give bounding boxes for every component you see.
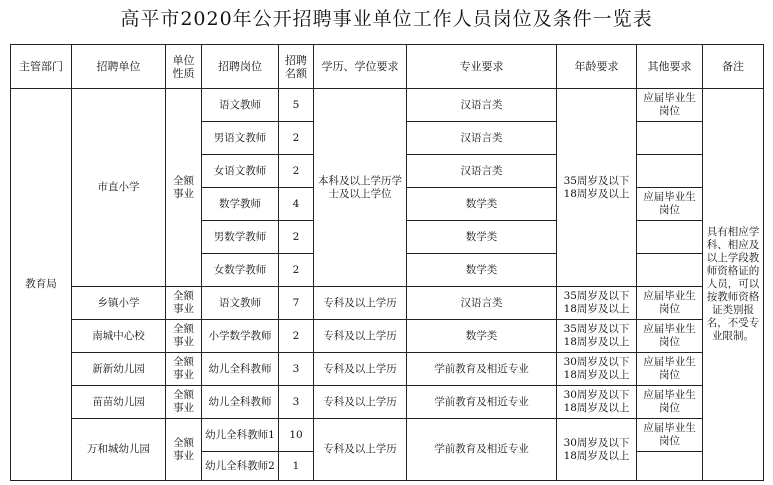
major-cell: 汉语言类: [407, 287, 557, 320]
header-row: [11, 45, 764, 89]
major-cell: 数学类: [407, 320, 557, 353]
post-cell: 数学教师: [202, 188, 279, 221]
other-cell: 应届毕业生岗位: [637, 353, 703, 386]
header-other: 其他要求: [637, 45, 703, 89]
other-cell: 应届毕业生岗位: [637, 188, 703, 221]
count-cell: 1: [279, 452, 314, 481]
major-cell: 数学类: [407, 188, 557, 221]
count-cell: 5: [279, 89, 314, 122]
header-count: 招聘名额: [279, 45, 314, 89]
other-cell: [637, 221, 703, 254]
nature-cell: 全额事业: [166, 320, 202, 353]
post-cell: 幼儿全科教师1: [202, 419, 279, 452]
other-cell-empty: [637, 452, 703, 481]
unit-cell: 乡镇小学: [72, 287, 166, 320]
post-cell: 语文教师: [202, 89, 279, 122]
count-cell: 3: [279, 386, 314, 419]
post-cell: 女数学教师: [202, 254, 279, 287]
header-unit: 招聘单位: [72, 45, 166, 89]
table-row: [11, 320, 764, 353]
major-cell: 数学类: [407, 254, 557, 287]
header-nature: 单位性质: [166, 45, 202, 89]
other-cell: [637, 254, 703, 287]
nature-cell: 全额事业: [166, 89, 202, 287]
edu-cell: 专科及以上学历: [314, 386, 407, 419]
post-cell: 幼儿全科教师2: [202, 452, 279, 481]
nature-cell: 全额事业: [166, 353, 202, 386]
post-cell: 女语文教师: [202, 155, 279, 188]
positions-table: [10, 44, 764, 481]
age-cell: 35周岁及以下18周岁及以上: [557, 320, 637, 353]
count-cell: 2: [279, 320, 314, 353]
count-cell: 7: [279, 287, 314, 320]
major-cell: 汉语言类: [407, 155, 557, 188]
count-cell: 2: [279, 155, 314, 188]
edu-cell: 专科及以上学历: [314, 320, 407, 353]
remark-cell: 具有相应学科、相应及以上学段教师资格证的人员，可以按教师资格证类别报名，不受专业限制。: [703, 89, 764, 481]
major-cell: 数学类: [407, 221, 557, 254]
major-cell: 汉语言类: [407, 122, 557, 155]
header-dept: 主管部门: [11, 45, 72, 89]
table-row: [11, 287, 764, 320]
post-cell: 语文教师: [202, 287, 279, 320]
other-cell: [637, 122, 703, 155]
table-row: [11, 386, 764, 419]
count-cell: 10: [279, 419, 314, 452]
major-cell: 学前教育及相近专业: [407, 353, 557, 386]
unit-cell: 南城中心校: [72, 320, 166, 353]
age-cell: 30周岁及以下18周岁及以上: [557, 353, 637, 386]
edu-cell: 专科及以上学历: [314, 419, 407, 481]
post-cell: 幼儿全科教师: [202, 353, 279, 386]
nature-cell: 全额事业: [166, 287, 202, 320]
unit-cell: 新新幼儿园: [72, 353, 166, 386]
other-cell: [637, 155, 703, 188]
nature-cell: 全额事业: [166, 386, 202, 419]
header-remark: 备注: [703, 45, 764, 89]
page-title: 高平市2020年公开招聘事业单位工作人员岗位及条件一览表: [120, 8, 653, 30]
table-row: [11, 89, 764, 122]
major-cell: 学前教育及相近专业: [407, 419, 557, 481]
post-cell: 小学数学教师: [202, 320, 279, 353]
count-cell: 2: [279, 221, 314, 254]
post-cell: 男数学教师: [202, 221, 279, 254]
age-cell: 30周岁及以下18周岁及以上: [557, 419, 637, 481]
age-cell: 35周岁及以下18周岁及以上: [557, 287, 637, 320]
age-cell: 35周岁及以下18周岁及以上: [557, 89, 637, 287]
nature-cell: 全额事业: [166, 419, 202, 481]
dept-cell: 教育局: [11, 89, 72, 481]
post-cell: 幼儿全科教师: [202, 386, 279, 419]
unit-cell: 苗苗幼儿园: [72, 386, 166, 419]
unit-cell: 万和城幼儿园: [72, 419, 166, 481]
age-cell: 30周岁及以下18周岁及以上: [557, 386, 637, 419]
header-major: 专业要求: [407, 45, 557, 89]
table-row: [11, 353, 764, 386]
header-post: 招聘岗位: [202, 45, 279, 89]
header-edu: 学历、学位要求: [314, 45, 407, 89]
major-cell: 学前教育及相近专业: [407, 386, 557, 419]
table-row: [11, 419, 764, 452]
other-cell: 应届毕业生岗位: [637, 419, 703, 452]
count-cell: 3: [279, 353, 314, 386]
edu-cell: 专科及以上学历: [314, 287, 407, 320]
other-cell: 应届毕业生岗位: [637, 89, 703, 122]
count-cell: 2: [279, 122, 314, 155]
other-cell: 应届毕业生岗位: [637, 386, 703, 419]
major-cell: 汉语言类: [407, 89, 557, 122]
count-cell: 4: [279, 188, 314, 221]
count-cell: 2: [279, 254, 314, 287]
header-age: 年龄要求: [557, 45, 637, 89]
edu-cell: 本科及以上学历学士及以上学位: [314, 89, 407, 287]
other-cell: 应届毕业生岗位: [637, 320, 703, 353]
edu-cell: 专科及以上学历: [314, 353, 407, 386]
post-cell: 男语文教师: [202, 122, 279, 155]
unit-cell: 市直小学: [72, 89, 166, 287]
other-cell: 应届毕业生岗位: [637, 287, 703, 320]
